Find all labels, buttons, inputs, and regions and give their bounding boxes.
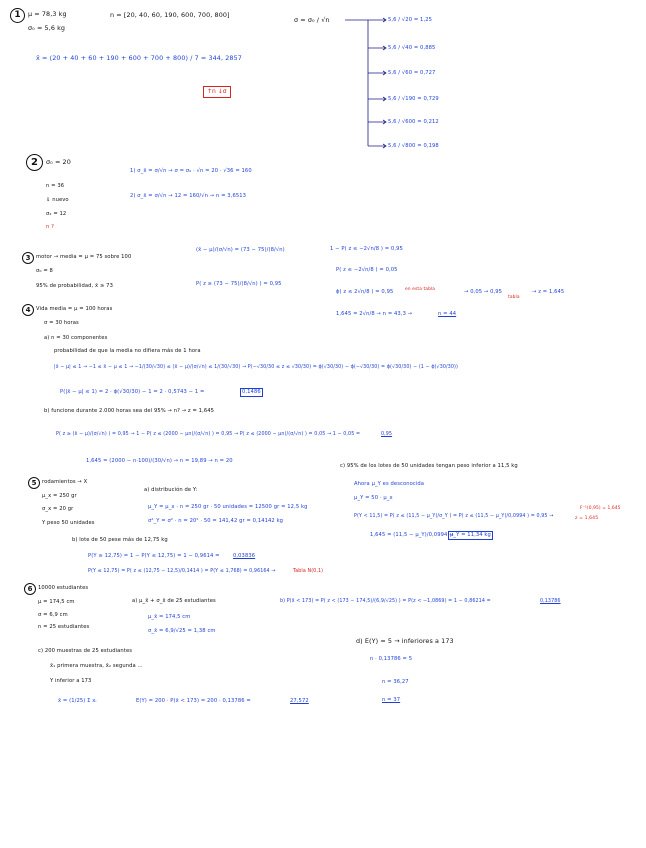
s6-c1: c) 200 muestras de 25 estudiantes bbox=[38, 648, 133, 654]
s4-c2: Ahora μ_Y es desconocida bbox=[354, 481, 425, 487]
s2-nq: n ? bbox=[46, 224, 54, 230]
s6-b1: b) P(x̄ < 173) = P( z < (173 − 174,5)/(6,9/√25) ) = P(z < −1,0869) = 1 − 0,86214 = bbox=[280, 599, 491, 604]
s4-b1: b) funcione durante 2.000 horas sea del 95% → n? → z = 1,645 bbox=[44, 408, 215, 414]
s2-nuevo: ⇓ nuevo bbox=[46, 197, 69, 203]
s3-z2: P( z ≥ (73 − 75)/(8/√n) ) = 0,95 bbox=[196, 281, 282, 287]
s4-a2: probabilidad de que la media no difiera más de 1 hora bbox=[54, 348, 201, 354]
s3-r3e: → z = 1,645 bbox=[532, 289, 565, 295]
s4-a4-box: 0,1486 bbox=[242, 389, 261, 395]
s3-r4b: n = 44 bbox=[438, 311, 457, 317]
s4-c4: P(Y < 11,5) = P( z ≤ (11,5 − μ_Y)/σ_Y ) = P( z ≤ (11,5 − μ_Y)/0,0994 ) = 0,95 → bbox=[354, 514, 554, 519]
s4-c4-r1: F⁻¹(0,95) = 1,645 bbox=[580, 506, 621, 511]
s2-sigma: σ₀ = 20 bbox=[46, 158, 71, 166]
s3-z1: (x̄ − μ)/(σ/√n) = (73 − 75)/(8/√n) bbox=[196, 247, 285, 253]
s2-n: n = 36 bbox=[46, 183, 65, 189]
s3-r3a: ϕ( z ≤ 2√n/8 ) = 0,95 bbox=[336, 289, 394, 295]
s6-c4-box: 27,572 bbox=[290, 698, 309, 704]
s6-l3: σ = 6,9 cm bbox=[38, 612, 68, 618]
s1-xbar: x̄ = (20 + 40 + 60 + 190 + 600 + 700 + 800) / 7 = 344, 2857 bbox=[36, 54, 242, 62]
s3-r4a: 1,645 = 2√n/8 → n = 43,3 → bbox=[336, 311, 413, 317]
s6-c3: Y inferior a 173 bbox=[50, 678, 92, 684]
s4-b3: 1,645 = (2000 − n·100)/(30/√n) → n = 19,89 → n = 20 bbox=[86, 458, 233, 464]
s6-d4: n = 37 bbox=[382, 697, 401, 703]
section-number-6: 6 bbox=[24, 583, 36, 595]
s4-c3: μ_Y = 50 · μ_x bbox=[354, 495, 393, 501]
s5-b2: P(Y ≥ 12,75) = 1 − P(Y ≤ 12,75) = 1 − 0,9614 = bbox=[88, 553, 220, 559]
s6-c2: x̄₁ primera muestra, x̄₂ segunda ... bbox=[50, 663, 143, 669]
s4-c5-box: μ_Y = 11,34 kg bbox=[450, 532, 491, 538]
s5-l1: rodamientos → X bbox=[42, 479, 88, 485]
s6-a3: σ_x̄ = 6,9/√25 = 1,38 cm bbox=[148, 628, 216, 634]
section-number-5: 5 bbox=[28, 477, 40, 489]
s6-d1: d) E(Y) = 5 → inferiores a 173 bbox=[356, 637, 454, 645]
s5-l2: μ_x = 250 gr bbox=[42, 493, 77, 499]
s3-r3b: en esta tabla bbox=[405, 287, 436, 292]
s6-c4b: E(Y) = 200 · P(x̄ < 173) = 200 · 0,13786 = bbox=[136, 698, 251, 704]
s1-n-set: n = [20, 40, 60, 190, 600, 700, 800] bbox=[110, 11, 230, 19]
s3-r3d: tabla bbox=[508, 295, 520, 300]
s2-sig2: σ₂ = 12 bbox=[46, 211, 67, 217]
s1-branch-2: 5,6 / √40 = 0,885 bbox=[388, 45, 436, 51]
s3-l1: motor → media = μ = 75 sobre 100 bbox=[36, 254, 132, 260]
s1-formula: σ = σ₀ / √n bbox=[294, 16, 330, 24]
s6-d2: n · 0,13786 = 5 bbox=[370, 656, 413, 662]
section-number-4: 4 bbox=[22, 304, 34, 316]
s3-l2: σ₀ = 8 bbox=[36, 268, 53, 274]
s1-branch-3: 5,6 / √60 = 0,727 bbox=[388, 70, 436, 76]
s6-a2: μ_x̄ = 174,5 cm bbox=[148, 614, 191, 620]
s6-b1-box: 0,13786 bbox=[540, 599, 561, 604]
s5-l3: σ_x = 20 gr bbox=[42, 506, 74, 512]
s1-redbox: ↑n ↓σ bbox=[203, 86, 231, 98]
s5-a1: a) distribución de Y: bbox=[144, 487, 198, 493]
s3-r1: 1 − P( z ≤ −2√n/8 ) = 0,95 bbox=[330, 246, 403, 252]
s4-a3: |x̄ − μ| ≤ 1 → −1 ≤ x̄ − μ ≤ 1 → −1/(30/√30) ≤ (x̄ − μ)/(σ/√n) ≤ 1/(30/√30) → P(−√30/30 ≤ z ≤ √30/30) = ϕ(√30/30) − ϕ(−√30/30) = ϕ(√30/30) − (1 − ϕ(√30/30)) bbox=[54, 365, 458, 370]
s3-r3c: → 0,05 → 0,95 bbox=[464, 289, 503, 295]
s1-branch-1: 5,6 / √20 = 1,25 bbox=[388, 17, 432, 23]
s4-c1: c) 95% de los lotes de 50 unidades tengan peso inferior a 11,5 kg bbox=[340, 463, 518, 469]
s6-l2: μ = 174,5 cm bbox=[38, 599, 75, 605]
s4-a4: P(|x̄ − μ| ≤ 1) = 2 · ϕ(√30/30) − 1 = 2 · 0,5743 − 1 = bbox=[60, 389, 205, 395]
s5-b1: b) lote de 50 pese más de 12,75 kg bbox=[72, 537, 168, 543]
s3-r2: P( z ≤ −2√n/8 ) = 0,05 bbox=[336, 267, 398, 273]
s5-b3: P(Y ≤ 12,75) = P( z ≤ (12,75 − 12,5)/0,1414 ) = P(Y ≤ 1,768) = 0,96164 → bbox=[88, 569, 276, 574]
s6-a1: a) μ_x̄ + σ_x̄ de 25 estudiantes bbox=[132, 598, 216, 604]
s1-branch-5: 5,6 / √600 = 0,212 bbox=[388, 119, 439, 125]
s6-l1: 10000 estudiantes bbox=[38, 585, 89, 591]
s5-a2: μ_Y = μ_x · n = 250 gr · 50 unidades = 12500 gr = 12,5 kg bbox=[148, 504, 308, 510]
s4-b2-box: 0,95 bbox=[381, 432, 393, 437]
s4-c4-r2: z = 1,645 bbox=[575, 516, 599, 521]
s4-c5: 1,645 = (11,5 − μ_Y)/0,0994 → bbox=[370, 532, 454, 538]
s1-sigma: σ₀ = 5,6 kg bbox=[28, 24, 66, 32]
s4-a1: a) n = 30 componentes bbox=[44, 335, 108, 341]
section-number-2: 2 bbox=[26, 154, 43, 171]
s5-b2-box: 0,03836 bbox=[233, 553, 256, 559]
s6-d3: n = 36,27 bbox=[382, 679, 409, 685]
section-number-1: 1 bbox=[10, 8, 25, 23]
s4-l1: Vida media = μ = 100 horas bbox=[36, 306, 113, 312]
section-number-3: 3 bbox=[22, 252, 34, 264]
s5-b3-r: Tabla N(0,1) bbox=[293, 569, 324, 574]
s1-branch-4: 5,6 / √190 = 0,729 bbox=[388, 96, 439, 102]
s1-branch-6: 5,6 / √800 = 0,198 bbox=[388, 143, 439, 149]
s2-line-1: 1) σ_x̄ = σ/√n → σ = σ₀ · √n = 20 · √36 = 160 bbox=[130, 168, 252, 174]
s5-a3: σ²_Y = σ² · n = 20² · 50 = 141,42 gr = 0,14142 kg bbox=[148, 518, 284, 524]
s4-l2: σ = 30 horas bbox=[44, 320, 79, 326]
s2-line-2: 2) σ_x̄ = σ/√n → 12 = 160/√n → n = 3,6513 bbox=[130, 193, 247, 199]
s4-b2: P( z ≥ (x̄ − μ)/(σ/√n) ) = 0,95 → 1 − P( z ≤ (2000 − μn)/(σ/√n) ) = 0,95 → P( z ≤ (2000 − μn)/(σ/√n) ) = 0,05 → 1 − 0,05 = bbox=[56, 432, 361, 437]
s6-l4: n = 25 estudiantes bbox=[38, 624, 90, 630]
s3-l3: 95% de probabilidad, x̄ ≥ 73 bbox=[36, 283, 113, 289]
s6-c4a: x̄ = (1/25) Σ xᵢ bbox=[58, 698, 97, 704]
s1-mu: μ = 78,3 kg bbox=[28, 10, 67, 18]
s5-l4: Y peso 50 unidades bbox=[42, 520, 95, 526]
